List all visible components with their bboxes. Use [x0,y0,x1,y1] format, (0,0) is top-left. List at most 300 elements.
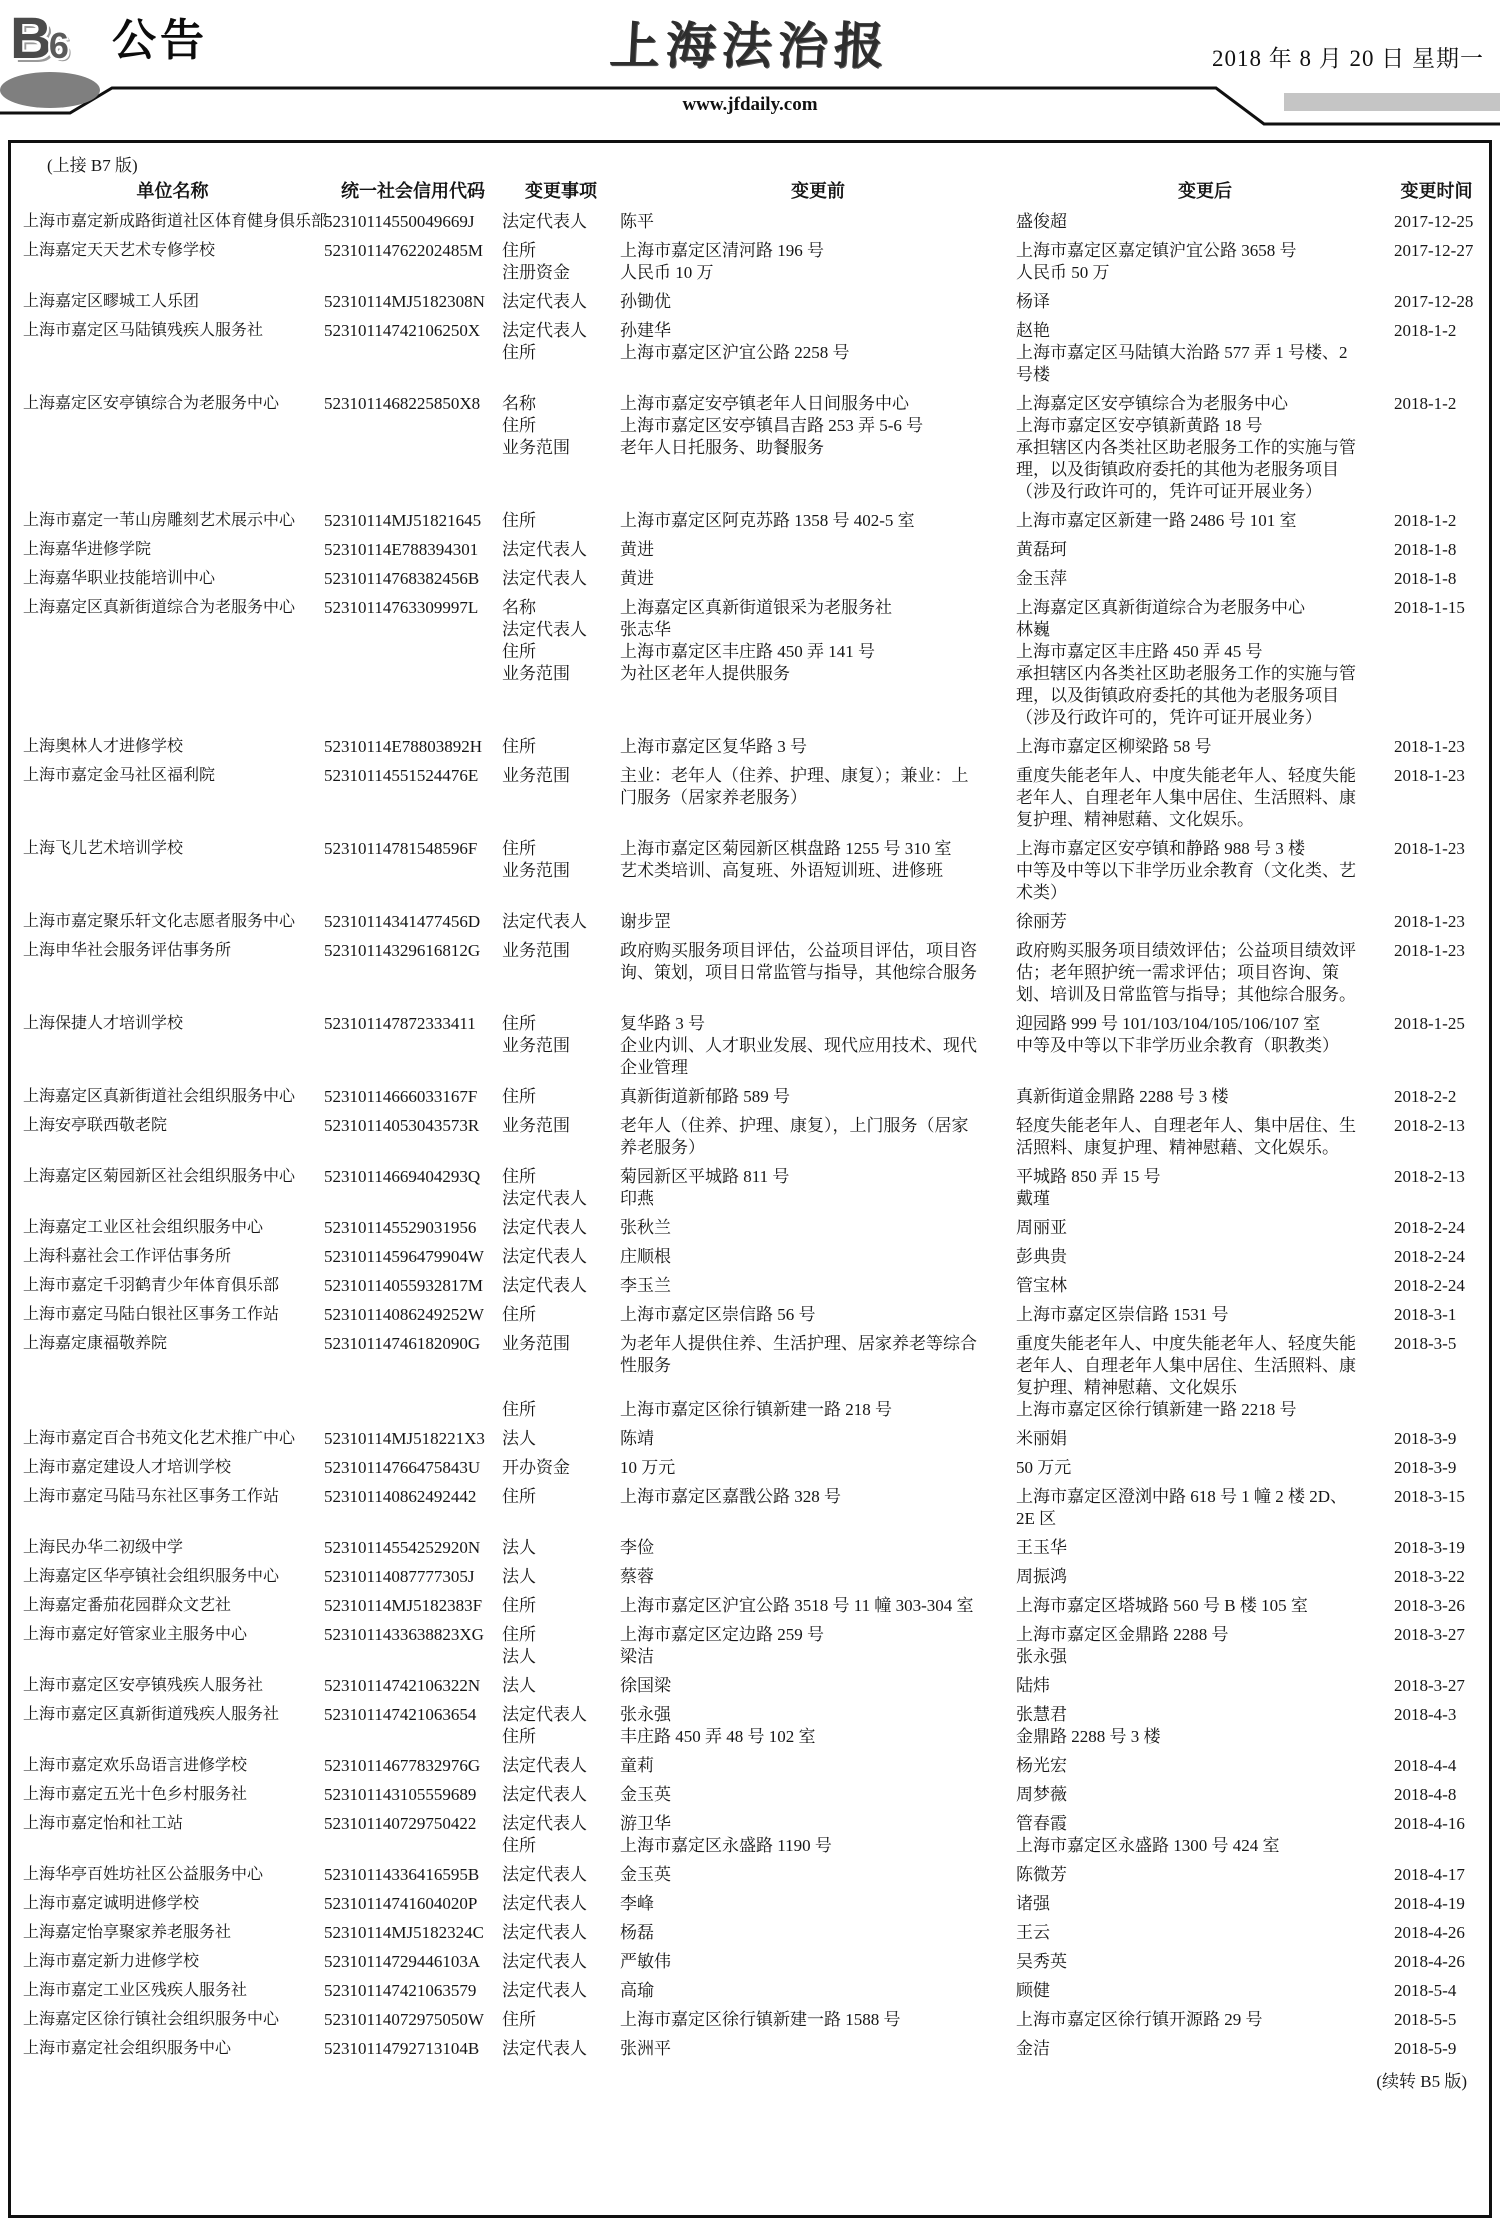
cell-before: 上海市嘉定区嘉戬公路 328 号 [620,1487,841,1506]
cell-before: 徐国梁 [620,1676,671,1695]
table-row-group [21,597,1479,729]
cell-time: 2018-1-23 [1394,839,1465,858]
cell-after: 彭典贵 [1016,1247,1067,1266]
cell-code: 52310114550049669J [324,212,475,231]
cell-after: 上海市嘉定区徐行镇开源路 29 号 [1016,2010,1263,2029]
cell-time: 2018-3-1 [1394,1305,1457,1324]
table-row-group [21,1675,1479,1697]
cell-before: 高瑜 [620,1981,654,2000]
cell-item: 法定代表人 [502,292,587,311]
cell-before: 庄顺根 [620,1247,671,1266]
cell-after: 金玉萍 [1016,569,1067,588]
cell-after: 重度失能老年人、中度失能老年人、轻度失能老年人、自理老年人集中居住、生活照料、康复护理、精神慰藉、文化娱乐。 [1016,766,1356,829]
cell-item: 法定代表人 [502,1218,587,1237]
cell-before: 上海市嘉定区菊园新区棋盘路 1255 号 310 室 [620,839,952,858]
cell-item: 法定代表人 [502,1981,587,2000]
cell-name: 上海嘉定区华亭镇社会组织服务中心 [23,1568,280,1585]
cell-code: 52310114053043573R [324,1116,480,1135]
cell-time: 2018-2-24 [1394,1247,1465,1266]
table-row-group [21,1428,1479,1450]
table-row-group [21,1864,1479,1886]
cell-item: 住所 [502,1400,536,1419]
cell-before: 人民币 10 万 [620,263,714,282]
cell-before: 上海市嘉定区沪宜公路 3518 号 11 幢 303-304 室 [620,1596,974,1615]
table-row-group [21,1566,1479,1588]
cell-code: 52310114329616812G [324,941,481,960]
cell-before: 游卫华 [620,1814,671,1833]
cell-after: 上海市嘉定区新建一路 2486 号 101 室 [1016,511,1297,530]
cell-before: 为老年人提供住养、生活护理、居家养老等综合性服务 [620,1334,977,1375]
cell-time: 2018-1-23 [1394,941,1465,960]
cell-time: 2018-3-9 [1394,1429,1457,1448]
cell-before: 老年人（住养、护理、康复），上门服务（居家养老服务） [620,1116,969,1157]
cell-after: 周梦薇 [1016,1785,1067,1804]
cell-item: 法定代表人 [502,1814,587,1833]
cell-code: 52310114E788394301 [324,540,479,559]
cell-name: 上海民办华二初级中学 [23,1539,184,1556]
table-row-group [21,1166,1479,1210]
cell-item: 法定代表人 [502,321,587,340]
cell-code: 52310114341477456D [324,912,481,931]
cell-item: 名称 [502,598,536,617]
table-row-group [21,1537,1479,1559]
cell-time: 2018-1-8 [1394,540,1457,559]
table-row-group [21,1486,1479,1530]
table-row-group [21,765,1479,831]
table-row-group [21,838,1479,904]
cell-before: 上海市嘉定区复华路 3 号 [620,737,807,756]
table-header-row [21,177,1479,203]
cell-after: 诸强 [1016,1894,1050,1913]
cell-time: 2018-4-19 [1394,1894,1465,1913]
cell-before: 张秋兰 [620,1218,671,1237]
page-code [10,6,120,71]
cell-before: 黄进 [620,569,654,588]
cell-name: 上海市嘉定区马陆镇残疾人服务社 [23,322,264,339]
cell-before: 张洲平 [620,2039,671,2058]
cell-item: 住所 [502,416,536,435]
cell-code: 52310114MJ518221X3 [324,1429,485,1448]
cell-after: 轻度失能老年人、自理老年人、集中居住、生活照料、康复护理、精神慰藉、文化娱乐。 [1016,1116,1356,1157]
column-header-before: 变更前 [791,181,845,201]
cell-before: 上海市嘉定区定边路 259 号 [620,1625,824,1644]
cell-code: 52310114MJ5182324C [324,1923,484,1942]
cell-item: 法人 [502,1647,536,1666]
table-row-group [21,1275,1479,1297]
table-row-group [21,1624,1479,1668]
cell-name: 上海嘉华进修学院 [23,541,152,558]
cell-item: 住所 [502,2010,536,2029]
cell-item: 法定代表人 [502,1894,587,1913]
cell-after: 上海嘉定区安亭镇综合为老服务中心 [1016,394,1288,413]
table-row-group [21,320,1479,386]
cell-time: 2018-3-27 [1394,1625,1465,1644]
cell-code: 52310114551524476E [324,766,479,785]
cell-item: 法定代表人 [502,1865,587,1884]
cell-code: 52310114741604020P [324,1894,478,1913]
cell-before: 陈平 [620,212,654,231]
cell-code: 52310114336416595B [324,1865,480,1884]
cell-code: 52310114086249252W [324,1305,484,1324]
cell-item: 业务范围 [502,766,570,785]
cell-before: 为社区老年人提供服务 [620,664,790,683]
cell-before: 金玉英 [620,1785,671,1804]
cell-code: 523101147421063654 [324,1705,477,1724]
cell-after: 管春霞 [1016,1814,1067,1833]
cell-after: 张永强 [1016,1647,1067,1666]
cell-code: 52310114766475843U [324,1458,481,1477]
cell-time: 2018-1-2 [1394,511,1457,530]
cell-name: 上海市嘉定马陆白银社区事务工作站 [23,1306,280,1323]
cell-item: 住所 [502,737,536,756]
cell-code: 52310114762202485M [324,241,483,260]
cell-after: 上海市嘉定区安亭镇和静路 988 号 3 楼 [1016,839,1305,858]
table-row-group [21,2038,1479,2060]
table-row-group [21,1813,1479,1857]
cell-time: 2018-1-2 [1394,394,1457,413]
cell-item: 名称 [502,394,536,413]
cell-after: 真新街道金鼎路 2288 号 3 楼 [1016,1087,1229,1106]
cell-code: 5231011468225850X8 [324,394,481,413]
cell-before: 李峰 [620,1894,654,1913]
cell-item: 住所 [502,642,536,661]
cell-after: 王云 [1016,1923,1050,1942]
cell-item: 住所 [502,1596,536,1615]
cell-code: 523101145529031956 [324,1218,477,1237]
cell-name: 上海市嘉定建设人才培训学校 [23,1459,232,1476]
cell-item: 业务范围 [502,1334,570,1353]
column-header-code: 统一社会信用代码 [341,181,485,201]
cell-name: 上海嘉定区疁城工人乐团 [23,293,200,310]
cell-after: 上海市嘉定区金鼎路 2288 号 [1016,1625,1229,1644]
cell-before: 李玉兰 [620,1276,671,1295]
header-gray-bar [1284,93,1500,111]
issue-date: 2018 年 8 月 20 日 星期一 [1212,46,1484,71]
cell-before: 张志华 [620,620,671,639]
cell-name: 上海嘉定区安亭镇综合为老服务中心 [23,395,280,412]
column-header-after: 变更后 [1178,181,1232,201]
cell-item: 法人 [502,1429,536,1448]
cell-after: 米丽娟 [1016,1429,1067,1448]
cell-name: 上海市嘉定千羽鹤青少年体育俱乐部 [23,1277,280,1294]
cell-before: 10 万元 [620,1458,676,1477]
table-body [21,211,1479,2060]
cell-time: 2018-4-3 [1394,1705,1457,1724]
cell-code: 523101143105559689 [324,1785,477,1804]
cell-name: 上海市嘉定五光十色乡村服务社 [23,1786,248,1803]
continued-to-note: (续转 B5 版) [1376,2072,1467,2091]
cell-time: 2017-12-28 [1394,292,1474,311]
cell-before: 孙锄优 [620,292,671,311]
cell-code: 52310114763309997L [324,598,479,617]
cell-before: 复华路 3 号 [620,1014,705,1033]
cell-item: 业务范围 [502,941,570,960]
cell-after: 管宝林 [1016,1276,1067,1295]
cell-name: 上海科嘉社会工作评估事务所 [23,1248,232,1265]
page-letter: B [10,6,52,71]
cell-before: 梁洁 [620,1647,654,1666]
cell-time: 2018-2-24 [1394,1218,1465,1237]
cell-before: 孙建华 [620,321,671,340]
cell-time: 2018-4-16 [1394,1814,1465,1833]
cell-item: 业务范围 [502,1116,570,1135]
cell-item: 法定代表人 [502,540,587,559]
cell-name: 上海市嘉定工业区残疾人服务社 [23,1982,248,1999]
cell-item: 住所 [502,1087,536,1106]
cell-name: 上海保捷人才培训学校 [23,1015,184,1032]
cell-after: 吴秀英 [1016,1952,1067,1971]
table-row-group [21,911,1479,933]
cell-code: 52310114596479904W [324,1247,484,1266]
table-row-group [21,736,1479,758]
cell-before: 丰庄路 450 弄 48 号 102 室 [620,1727,816,1746]
cell-code: 523101147872333411 [324,1014,476,1033]
cell-after: 戴瑾 [1016,1189,1050,1208]
column-header-time: 变更时间 [1400,181,1473,201]
cell-item: 法人 [502,1567,536,1586]
cell-item: 住所 [502,511,536,530]
cell-after: 上海市嘉定区柳梁路 58 号 [1016,737,1212,756]
cell-after: 迎园路 999 号 101/103/104/105/106/107 室 [1016,1014,1321,1033]
cell-name: 上海安亭联西敬老院 [23,1117,168,1134]
cell-name: 上海市嘉定聚乐轩文化志愿者服务中心 [23,913,296,930]
cell-before: 金玉英 [620,1865,671,1884]
cell-item: 住所 [502,1487,536,1506]
cell-before: 严敏伟 [620,1952,671,1971]
cell-before: 上海嘉定区真新街道银采为老服务社 [620,598,892,617]
table-row-group [21,1784,1479,1806]
cell-after: 陆炜 [1016,1676,1050,1695]
cell-before: 老年人日托服务、助餐服务 [620,438,824,457]
cell-before: 主业：老年人（住养、护理、康复）；兼业：上门服务（居家养老服务） [620,766,969,807]
cell-after: 政府购买服务项目绩效评估；公益项目绩效评估；老年照护统一需求评估；项目咨询、策划、培训及日常监管与指导；其他综合服务。 [1016,941,1356,1004]
cell-name: 上海市嘉定社会组织服务中心 [23,2040,232,2057]
table-row-group [21,1246,1479,1268]
cell-code: 52310114768382456B [324,569,480,588]
cell-after: 杨光宏 [1016,1756,1067,1775]
cell-after: 徐丽芳 [1016,912,1067,931]
table-row-group [21,1217,1479,1239]
cell-before: 上海市嘉定区徐行镇新建一路 1588 号 [620,2010,901,2029]
cell-code: 52310114781548596F [324,839,478,858]
cell-time: 2018-1-8 [1394,569,1457,588]
cell-time: 2018-2-24 [1394,1276,1465,1295]
cell-item: 住所 [502,1625,536,1644]
cell-time: 2018-3-19 [1394,1538,1465,1557]
cell-item: 法定代表人 [502,1952,587,1971]
cell-item: 业务范围 [502,438,570,457]
cell-item: 法定代表人 [502,1756,587,1775]
announcement-table-box [8,140,1492,2218]
website-url: www.jfdaily.com [682,94,818,115]
cell-name: 上海市嘉定怡和社工站 [23,1815,184,1832]
cell-time: 2018-5-4 [1394,1981,1457,2000]
table-row-group [21,539,1479,561]
cell-after: 上海市嘉定区安亭镇新黄路 18 号 [1016,416,1263,435]
cell-item: 法定代表人 [502,1189,587,1208]
cell-before: 菊园新区平城路 811 号 [620,1167,790,1186]
cell-item: 法定代表人 [502,1923,587,1942]
cell-code: 52310114MJ5182308N [324,292,485,311]
cell-name: 上海嘉定工业区社会组织服务中心 [23,1219,264,1236]
cell-name: 上海市嘉定新成路街道社区体育健身俱乐部 [23,213,328,230]
cell-code: 523101147421063579 [324,1981,477,2000]
cell-before: 童莉 [620,1756,654,1775]
cell-before: 上海市嘉定区崇信路 56 号 [620,1305,816,1324]
cell-after: 金洁 [1016,2039,1050,2058]
cell-code: 5231011433638823XG [324,1625,484,1644]
cell-time: 2018-5-5 [1394,2010,1457,2029]
cell-name: 上海嘉定康福敬养院 [23,1335,168,1352]
cell-time: 2018-3-15 [1394,1487,1465,1506]
cell-after: 陈微芳 [1016,1865,1067,1884]
cell-code: 523101140729750422 [324,1814,477,1833]
cell-name: 上海嘉定区徐行镇社会组织服务中心 [23,2011,280,2028]
cell-after: 盛俊超 [1016,212,1067,231]
table-row-group [21,2009,1479,2031]
cell-before: 蔡蓉 [620,1567,654,1586]
cell-name: 上海市嘉定诚明进修学校 [23,1895,200,1912]
cell-after: 林巍 [1016,620,1050,639]
section-title: 公告 [112,16,208,65]
continued-from-note: (上接 B7 版) [47,156,138,175]
cell-after: 50 万元 [1016,1458,1072,1477]
cell-item: 法人 [502,1538,536,1557]
table-row-group [21,510,1479,532]
cell-name: 上海嘉定怡享聚家养老服务社 [23,1924,232,1941]
cell-item: 注册资金 [502,263,570,282]
newspaper-logo: 上海法治报 [608,18,892,74]
cell-item: 法定代表人 [502,1276,587,1295]
cell-before: 黄进 [620,540,654,559]
cell-time: 2018-3-5 [1394,1334,1457,1353]
cell-time: 2017-12-25 [1394,212,1474,231]
cell-name: 上海飞儿艺术培训学校 [23,840,184,857]
masthead [0,0,1500,138]
cell-before: 政府购买服务项目评估，公益项目评估，项目咨询、策划，项目日常监管与指导，其他综合服务 [620,941,977,982]
cell-code: 52310114666033167F [324,1087,478,1106]
cell-item: 住所 [502,1305,536,1324]
cell-code: 52310114677832976G [324,1756,481,1775]
cell-before: 上海市嘉定区徐行镇新建一路 218 号 [620,1400,892,1419]
cell-code: 52310114746182090G [324,1334,481,1353]
cell-code: 52310114MJ5182383F [324,1596,483,1615]
cell-item: 业务范围 [502,664,570,683]
cell-name: 上海市嘉定百合书苑文化艺术推广中心 [23,1430,296,1447]
cell-item: 法定代表人 [502,620,587,639]
cell-after: 上海市嘉定区嘉定镇沪宜公路 3658 号 [1016,241,1297,260]
cell-after: 上海市嘉定区崇信路 1531 号 [1016,1305,1229,1324]
cell-time: 2018-4-26 [1394,1952,1465,1971]
cell-name: 上海市嘉定好管家业主服务中心 [23,1626,248,1643]
cell-name: 上海嘉华职业技能培训中心 [23,570,216,587]
cell-item: 法定代表人 [502,569,587,588]
cell-item: 住所 [502,839,536,858]
cell-after: 中等及中等以下非学历业余教育（职教类） [1016,1036,1339,1055]
cell-time: 2018-1-23 [1394,737,1465,756]
cell-before: 上海市嘉定区永盛路 1190 号 [620,1836,832,1855]
cell-code: 52310114742106322N [324,1676,481,1695]
table-row-group [21,1951,1479,1973]
table-row-group [21,393,1479,503]
table-row-group [21,1304,1479,1326]
cell-item: 住所 [502,1836,536,1855]
cell-after: 周振鸿 [1016,1567,1067,1586]
cell-code: 52310114072975050W [324,2010,484,2029]
cell-code: 52310114055932817M [324,1276,483,1295]
cell-after: 张慧君 [1016,1705,1067,1724]
table-row-group [21,1115,1479,1159]
cell-item: 法定代表人 [502,1247,587,1266]
cell-before: 陈靖 [620,1429,654,1448]
cell-item: 住所 [502,1167,536,1186]
cell-after: 上海市嘉定区永盛路 1300 号 424 室 [1016,1836,1280,1855]
cell-before: 上海市嘉定安亭镇老年人日间服务中心 [620,394,909,413]
cell-code: 52310114669404293Q [324,1167,481,1186]
cell-after: 上海市嘉定区塔城路 560 号 B 楼 105 室 [1016,1596,1308,1615]
cell-before: 张永强 [620,1705,671,1724]
table-row-group [21,1980,1479,2002]
cell-after: 王玉华 [1016,1538,1067,1557]
cell-name: 上海市嘉定区安亭镇残疾人服务社 [23,1677,264,1694]
cell-item: 法人 [502,1676,536,1695]
cell-item: 住所 [502,1014,536,1033]
cell-time: 2018-1-23 [1394,766,1465,785]
cell-code: 523101140862492442 [324,1487,477,1506]
cell-before: 上海市嘉定区阿克苏路 1358 号 402-5 室 [620,511,915,530]
cell-time: 2017-12-27 [1394,241,1474,260]
cell-code: 52310114MJ51821645 [324,511,482,530]
cell-time: 2018-2-2 [1394,1087,1457,1106]
table-row-group [21,1922,1479,1944]
cell-before: 上海市嘉定区安亭镇昌吉路 253 弄 5-6 号 [620,416,924,435]
table-row-group [21,1333,1479,1421]
cell-item: 住所 [502,241,536,260]
cell-item: 法定代表人 [502,1785,587,1804]
cell-time: 2018-1-25 [1394,1014,1465,1033]
cell-time: 2018-4-8 [1394,1785,1457,1804]
cell-time: 2018-3-26 [1394,1596,1465,1615]
cell-after: 平城路 850 弄 15 号 [1016,1167,1161,1186]
cell-after: 上海市嘉定区澄浏中路 618 号 1 幢 2 楼 2D、2E 区 [1016,1487,1348,1528]
cell-after: 上海嘉定区真新街道综合为老服务中心 [1016,598,1305,617]
column-header-item: 变更事项 [525,181,597,201]
cell-code: 52310114742106250X [324,321,481,340]
cell-time: 2018-1-23 [1394,912,1465,931]
cell-time: 2018-4-26 [1394,1923,1465,1942]
cell-time: 2018-1-2 [1394,321,1457,340]
table-row-group [21,291,1479,313]
cell-time: 2018-1-15 [1394,598,1465,617]
cell-before: 真新街道新郁路 589 号 [620,1087,790,1106]
cell-time: 2018-2-13 [1394,1116,1465,1135]
cell-code: 52310114087777305J [324,1567,475,1586]
cell-item: 法定代表人 [502,1705,587,1724]
cell-after: 周丽亚 [1016,1218,1067,1237]
cell-after: 中等及中等以下非学历业余教育（文化类、艺术类） [1016,861,1356,902]
cell-time: 2018-2-13 [1394,1167,1465,1186]
cell-name: 上海市嘉定马陆马东社区事务工作站 [23,1488,280,1505]
cell-code: 52310114729446103A [324,1952,481,1971]
cell-after: 赵艳 [1016,321,1050,340]
table-row-group [21,1457,1479,1479]
cell-before: 李俭 [620,1538,654,1557]
cell-before: 印燕 [620,1189,654,1208]
table-row-group [21,211,1479,233]
cell-after: 金鼎路 2288 号 3 楼 [1016,1727,1161,1746]
cell-time: 2018-4-4 [1394,1756,1457,1775]
cell-time: 2018-3-27 [1394,1676,1465,1695]
